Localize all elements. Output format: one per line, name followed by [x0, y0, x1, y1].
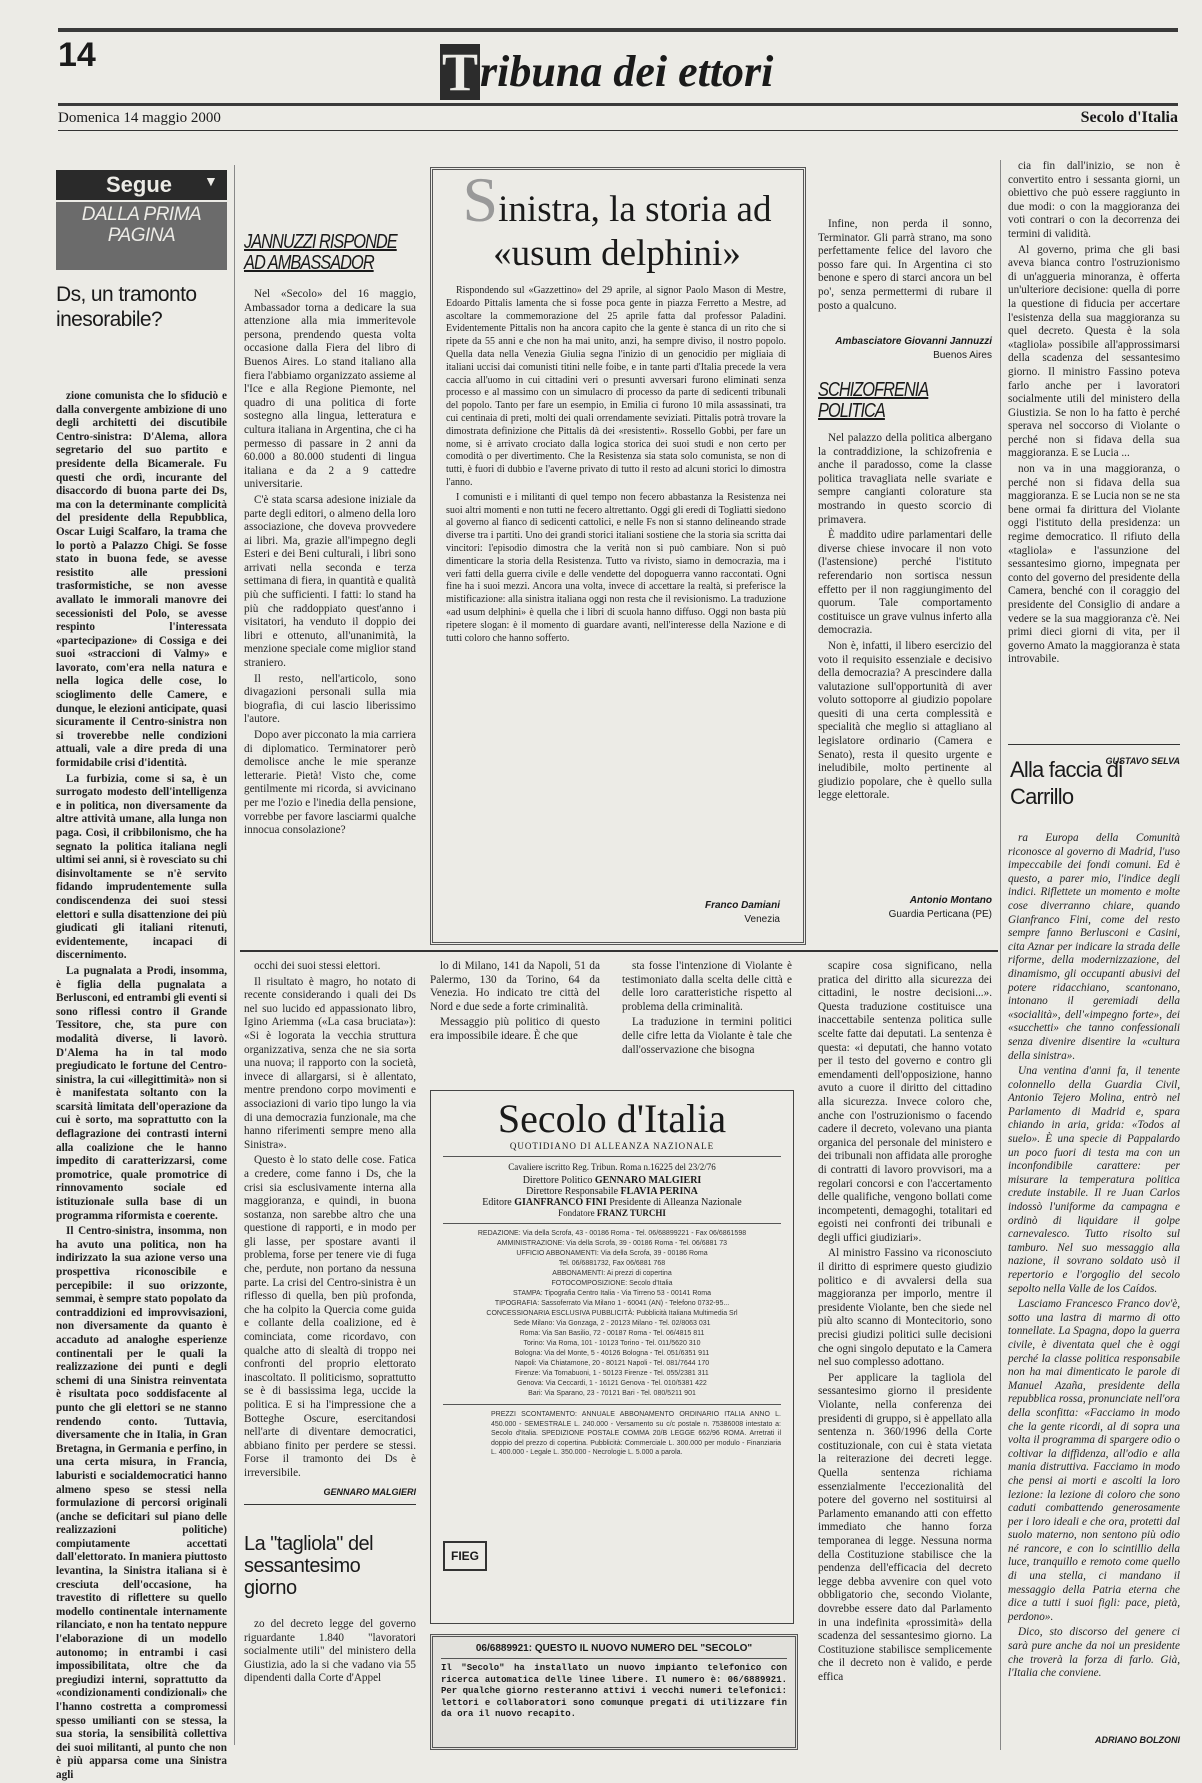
- fine-print-line: ABBONAMENTI: Ai prezzi di copertina: [552, 1270, 672, 1277]
- header-rule: [58, 103, 1178, 106]
- director-label: Direttore Politico: [522, 1175, 593, 1186]
- notice-box: [430, 1634, 798, 1750]
- sinistra-signature: Franco Damiani: [704, 900, 780, 911]
- paragraph: cia fin dall'inizio, se non è convertito entro i sessanta giorni, un obiettivo che può essere raggiunto in due modi: o con la maggioranza dei voti contrari o con la decorrenza dei termini di validità.: [1008, 160, 1180, 240]
- paragraph: Rispondendo sul «Gazzettino» del 29 aprile, al signor Paolo Mason di Mestre, Edoardo Pittalis lamenta che si fosse poca gente in piazza Ferretto a Mestre, ad ascoltare la commemorazione del 25 aprile fatta dal professor Paladini. Evidentemente Pittalis non ha ancora capito che la gente è stanca di un rito che si ripete da 55 anni e che non ha mai unito, anzi, ha sempre diviso, il nostro popolo. Quella data nella Venezia Giulia segna l'inizio di un genocidio per migliaia di italiani uccisi dai comunisti titini nelle foibe, e in tante parti d'Italia precede la vera caccia all'uomo in cui cittadini veri o presunti avversari furono eliminati senza processo e al massimo con un simulacro di processo da parte di sedicenti tribunali del popolo. Tanto per fare un esempio, in Emilia ci furono 10 mila assassinati, tra cui centinaia di preti, molti dei quali orrendamente seviziati. Pittalis potrà trovare la dimostrata definizione che Pittalis dà dei «resistenti». Rossello Gobbi, per fare un nome, si è arrivato crociato dalla logica storica dei suoi studi e non certo per comodità o per divertimento. Che la Resistenza sia stata solo comunista, se non di tutti, è fuori di dubbio e l'averne privato di tutto il resto ad alcuni storici lo dimostra l'anno.: [446, 285, 786, 488]
- notice-title: 06/6889921: QUESTO IL NUOVO NUMERO DEL "SECOLO": [441, 1643, 787, 1659]
- paragraph: Non è, infatti, il libero esercizio del voto il requisito essenziale e decisivo della democrazia? A prescindere dalla valutazione sull'opportunità di aver voluto sottoporre al giudizio popolare quesiti di una certa complessità e specialità che meglio si attagliano al legislatore ordinario (Camera e Senato), resta il quesito urgente e ineludibile, molto pertinente al giudizio popolare, che è quello sulla legge elettorale.: [818, 639, 992, 802]
- manager-label: Direttore Responsabile: [526, 1186, 619, 1197]
- paragraph: Dopo aver picconato la mia carriera di diplomatico. Terminatorer però demolisce anche le mie speranze letterarie. Pietà! Visto che, come gentilmente mi ricorda, si avvicinano per me l'ozio e l'inedia della pensione, vorrebbe per favore lasciarmi qualche innocua consolazione?: [244, 729, 416, 837]
- schizofrenia-signature: Antonio Montano: [909, 895, 992, 906]
- masthead-small: Secolo d'Italia: [1080, 109, 1178, 126]
- fine-print-line: Genova: Via Ceccardi, 1 - 16121 Genova - Tel. 010/5381 422: [517, 1380, 707, 1387]
- sinistra-headline: [452, 164, 782, 276]
- jannuzzi-headline: JANNUZZI RISPONDE AD AMBASSADOR: [244, 231, 397, 274]
- jannuzzi-location: Buenos Aires: [933, 350, 992, 361]
- fine-print-line: Bari: Via Sparano, 23 - 70121 Bari - Tel. 080/5211 901: [528, 1390, 696, 1397]
- masthead-manager-line: [431, 1186, 793, 1197]
- paragraph: scapire cosa significano, nella pratica del diritto alla sicurezza dei cittadini, le nostre decisioni...». Questa traduzione costituisce una inaccettabile sentenza politica sulle scelte fatte dai deputati. La sentenza è questa: «i deputati, che hanno votato per il testo del governo e contro gli emendamenti dell'opposizione, hanno avuto a cuore il diritto del cittadino alla sicurezza. Invece coloro che, anche con l'ostruzionismo o facendo cadere il decreto, volevano una pianta organica del personale del ministero e dei tribunali non affidata alle proroghe di contratti di lavoro provvisori, ma a regolari concorsi e con l'accertamento delle qualifiche, vengono bollati come incompetenti, demagoghi, totalitari ed egoisti nei confronti dei tribunali e degli uffici giudiziari».: [818, 960, 992, 1244]
- paragraph: Messaggio più politico di questo era impossibile ideare. È che que: [430, 1016, 600, 1042]
- paragraph: Lasciamo Francesco Franco dov'è, sotto una lastra di marmo di otto tonnellate. La Spagna, dopo la guerra civile, è diventata quel che è oggi perché la classe politica responsabile non ha mai dimenticato le parole di Manuel Azaña, presidente della repubblica rossa, pronunciate nell'ora della sconfitta: «Facciamo in modo che la gente ricordi, al di sopra una volta il programma di spargere odio o coltivar la diffidenza, all'odio e alla mania distruttiva. Facciamo in modo che pensi ai morti e ascolti la loro lezione: la lezione di coloro che sono caduti combattendo generosamente per i loro ideali e che ora, protetti dal suolo materno, non sentono più odio né rancore, e con lo scintillio della luce, tranquillo e remoto come quello di una stella, ci mandano il messaggio della Patria eterna che dice a tutti i suoi figli: pace, pietà, perdono».: [1008, 1298, 1180, 1623]
- right-top-body: [1008, 160, 1180, 755]
- right-bottom-body: [818, 960, 992, 1750]
- fine-print-line: TIPOGRAFIA: Sassoferrato Via Milano 1 - 60041 (AN) - Telefono 0732-95...: [494, 1300, 730, 1307]
- middle-column-a: [430, 960, 600, 1058]
- fine-print-line: STAMPA: Tipografia Centro Italia - Via Tirreno 53 - 00141 Roma: [512, 1290, 712, 1297]
- sinistra-body: [446, 285, 786, 833]
- section-title-initial-t: T: [442, 42, 479, 102]
- paragraph: Il Centro-sinistra, insomma, non ha avuto una politica, non ha indirizzato la sua azione verso una prospettiva riconoscibile e percepibile: il suo orizzonte, semmai, è sempre stato popolato da contraddizioni ed improvvisazioni, non diversamente da quanto è accaduto ad analoghe esperienze continentali per le quali la realizzazione dei punti e degli schemi di una Sinistra reinventata è risultata poco soddisfacente al punto che gli elettori se ne stanno rendendo conto. Tuttavia, diversamente che in Italia, in Gran Bretagna, in Germania e perfino, in una certa misura, in Francia, laburisti e socialdemocratici hanno almeno speso se stessi nella formulazione di percorsi originali (anche se deficitari sul piano delle realizzazioni politiche) compiutamente accettati dall'elettorato. In maniera piuttosto levantina, la Sinistra italiana si è cresciuta dell'occasione, ha travestito di riflettere su quello modello continentale internamente rilanciato, e non ha tentato neppure l'elaborazione di un modello autonomo; in entrambi i casi impossibilitata, oltre che da pregiudizi interni, soprattutto da «condizionamenti condizionali» che l'hanno costretta a compromessi spesso umilianti con se stessa, la sua storia, la sensibilità collettiva dei suoi militanti, al punto che non è più apparsa come una Sinistra agli: [56, 1225, 227, 1781]
- masthead-title: Secolo d'Italia: [497, 1096, 727, 1141]
- paragraph: C'è stata scarsa adesione iniziale da parte degli editori, o almeno della loro associazione, che doveva provvedere ai libri. Ma, grazie all'impegno degli Esteri e dei Beni culturali, i libri sono arrivati nella seconda e terza settimana di fiera, in quantità e qualità più che sufficienti. I fatti: lo stand ha più che raddoppiato quest'anno i visitatori, ha venduto il doppio dei libri e ottenuto, all'unanimità, la menzione speciale come miglior stand straniero.: [244, 493, 416, 670]
- fine-print-line: Torino: Via Roma, 101 - 10123 Torino - Tel. 011/5620 310: [523, 1340, 701, 1347]
- masthead-director-line: [431, 1175, 793, 1186]
- jannuzzi-body: [244, 288, 416, 920]
- fine-print-line: UFFICIO ABBONAMENTI: Via della Scrofa, 39 - 00186 Roma: [516, 1250, 708, 1257]
- fine-print-line: Firenze: Via Tornabuoni, 1 - 50123 Firenze - Tel. 055/2381 311: [515, 1370, 709, 1377]
- director-name: GENNARO MALGIERI: [594, 1175, 702, 1186]
- sinistra-headline-initial: S: [462, 164, 499, 235]
- segue-headline: Ds, un tramonto inesorabile?: [56, 283, 197, 331]
- publisher-label: Editore: [482, 1197, 512, 1208]
- tagliola-headline: La "tagliola" del sessantesimo giorno: [244, 1533, 374, 1599]
- issue-date: Domenica 14 maggio 2000: [58, 110, 221, 126]
- section-title-text: ribuna dei ettori: [480, 47, 774, 96]
- paragraph: zione comunista che lo sfiduciò e dalla convergente ambizione di uno degli architetti dei discutibile Centro-sinistra: D'Alema, allora segretario del suo partito e presidente della Bicamerale. Fu questi che ordì, incurante del disaccordo di buona parte dei Ds, ma con la determinante complicità del presidente della Repubblica, Oscar Luigi Scalfaro, la trama che lo portò a Palazzo Chigi. Se fosse stato in buona fede, se avesse resistito alle pressioni trasformistiche, se non avesse avallato le immorali manovre dei secessionisti del Polo, se avesse respinto l'interessata «partecipazione» di Cossiga e dei suoi «straccioni di Valmy» e lavorato, com'era nella natura e nella logica delle cose, lo scioglimento delle Camere, e dunque, le elezioni anticipate, quasi sicuramente il Centro-sinistra non si troverebbe nelle condizioni attuali, vale a dire preda di una formidabile crisi d'identità.: [56, 390, 227, 770]
- fine-print-line: Sede Milano: Via Gonzaga, 2 - 20123 Milano - Tel. 02/8063 031: [513, 1320, 711, 1327]
- page-number: 14: [58, 36, 96, 74]
- publisher-suffix: Presidente di Alleanza Nazionale: [609, 1197, 742, 1208]
- section-rule: [1008, 744, 1180, 745]
- segue-label: Segue: [106, 172, 173, 197]
- masthead-publisher-line: [431, 1197, 793, 1208]
- carrillo-headline: Alla faccia di Carrillo: [1010, 757, 1123, 809]
- fine-print-line: Napoli: Via Chiatamone, 20 - 80121 Napoli - Tel. 081/7644 170: [514, 1360, 710, 1367]
- notice-text: Il "Secolo" ha installato un nuovo impianto telefonico con ricerca automatica delle linee libere. Il numero è: 06/6889921. Per qualche giorno resteranno attivi i vecchi numeri telefonici: lettori e collaboratori sono comunque pregati di utilizzare fin da ora il nuovo recapito.: [441, 1663, 787, 1719]
- paragraph: Per applicare la tagliola del sessantesimo giorno il presidente Violante, nella conferenza dei presidenti di gruppo, si è appellato alla sentenza n. 360/1996 della Corte costituzionale, con cui è stata vietata la reiterazione dei decreti legge. Quella sentenza richiama essenzialmente l'eccezionalità del potere del governo nel sostituirsi al Parlamento emanando atti con effetto immediato che hanno forza temporanea di legge. Nessuna norma della Costituzione stabilisce che la pendenza dell'efficacia del decreto legge debba avvenire con quel voto obbligatorio che, secondo Violante, dovrebbe essere dato dal Parlamento in una indefinita «prossimità» della scadenza del sessantesimo giorno. La Costituzione stabilisce semplicemente che il decreto non è valido, e perde effica: [818, 1371, 992, 1683]
- column-divider: [1000, 160, 1001, 1750]
- paragraph: non va in una maggioranza, o perché non si fidava della sua maggioranza. E se Lucia non se ne sta bene ormai fa dirittura del Violante oggi l'istituto della presidenza: un regime democratico. Il rifiuto della «tagliola» e l'assunzione del sessantesimo giorno, impegnata per conto del governo del presidente della Camera, benché con il coraggio del presidente del Consiglio di andare a vedere se la sua maggioranza c'è. Nei primi dieci giorni di vita, per il governo Amato la maggioranza è stata introvabile.: [1008, 463, 1180, 666]
- right-top-signature: GUSTAVO SELVA: [1105, 756, 1180, 766]
- fine-print-line: REDAZIONE: Via della Scrofa, 43 - 00186 Roma - Tel. 06/68899221 - Fax 06/6861598: [477, 1230, 747, 1237]
- paragraph: Dico, sto discorso del genere ci sarà pure anche da noi un presidente che troverà la forza di farlo. Già, l'Italia che conviene.: [1008, 1626, 1180, 1680]
- paragraph: Il resto, nell'articolo, sono divagazioni personali sulla mia biografia, di cui lascio liberissimo l'autore.: [244, 672, 416, 726]
- publisher-name: GIANFRANCO FINI: [514, 1197, 607, 1208]
- paragraph: La pugnalata a Prodi, insomma, è figlia della pugnalata a Berlusconi, ed entrambi gli eventi si sono riflessi contro il Grande Tessitore, che, sta pure con modalità diverse, li lavorò. D'Alema ha in tal modo pregiudicato le fortune del Centro-sinistra, la cui «illegittimità» non si è manifestata soltanto con la scarsità limitata dell'operazione da cui è sorto, ma soprattutto con la deflagrazione dei contrasti interni alla coalizione che le hanno impedito di caratterizzarsi, come promotrice, quale promotrice di rinnovamento sociale ed istituzionale sulla base di un programma riformista e coerente.: [56, 964, 227, 1222]
- fine-print-line: CONCESSIONARIA ESCLUSIVA PUBBLICITÀ: Pubblicità Italiana Multimedia Srl: [486, 1310, 738, 1317]
- segue-signature: GENNARO MALGIERI: [323, 1487, 416, 1497]
- fieg-logo: FIEG: [443, 1541, 487, 1571]
- section-title: [440, 44, 773, 100]
- schizofrenia-body: [818, 432, 992, 852]
- segue-arrow-icon: ▼: [204, 175, 218, 190]
- manager-name: FLAVIA PERINA: [620, 1186, 698, 1197]
- masthead-registration: Cavaliere iscritto Reg. Tribun. Roma n.16225 del 23/2/76: [508, 1162, 716, 1172]
- paragraph: sta fosse l'intenzione di Violante è testimoniato dalla scelta delle città e delle loro caratteristiche rispetto al problema della criminalità.: [622, 960, 792, 1013]
- top-rule: [58, 28, 1178, 32]
- paragraph: Nel «Secolo» del 16 maggio, Ambassador torna a dedicare la sua attenzione alla mia immeritevole persona, prendendo questa volta occasione dalla Fiera del libro di Buenos Aires. Lo stand italiano alla fiera l'abbiamo organizzato assieme al l'Ice e alla Regione Piemonte, nel quadro di una politica di forte sostegno alla lingua, letteratura e cultura italiana in Argentina, che ci ha permesso di passare in 2 anni da 60.000 a 80.000 studenti di lingua italiana e da 2 a 9 cattedre universitarie.: [244, 288, 416, 491]
- sinistra-headline-text: inistra, la storia ad «usum delphini»: [493, 189, 772, 274]
- segue-subtitle-box: [56, 202, 227, 270]
- middle-column-b: [622, 960, 792, 1058]
- segue-subtitle: DALLA PRIMA PAGINA: [81, 204, 202, 246]
- fine-print-line: AMMINISTRAZIONE: Via della Scrofa, 39 - 00186 Roma - Tel. 06/6881 73: [496, 1240, 728, 1247]
- paragraph: La furbizia, come si sa, è un surrogato modesto dell'intelligenza e in politica, non diversamente da altre attività umane, alla lunga non paga. Così, il cribbilonismo, che ha segnato la politica italiana negli ultimi sei anni, si è rovesciato su chi disinvoltamente se n'è servito fidando imprudentemente sulla condiscendenza dei suoi stessi elettori e sulla disattenzione dei più giudicati gli italiani ritenuti, evidentemente, incapaci di discernimento.: [56, 772, 227, 962]
- masthead-subtitle: QUOTIDIANO DI ALLEANZA NAZIONALE: [509, 1141, 715, 1151]
- section-rule: [240, 950, 998, 952]
- paragraph: Una ventina d'anni fa, il tenente colonnello della Guardia Civil, Antonio Tejero Molina, entrò nel Parlamento di Madrid e, spara chiando in aria, grida: «Todos al suelo». È una specie di Pappalardo un poco fuori di testa ma con un inconfondibile carattere: per misurare la temperatura politica credute instabile. Il re Juan Carlos indossò l'uniforme da campagna e ordinò di liquidare il golpe carnevalesco. Tutto risolto sul tamburo. Nel suo messaggio alla nazione, il sovrano soldato usò il repertorio e l'orgoglio del secolo sepolto nella Valle de los Caídos.: [1008, 1065, 1180, 1295]
- carrillo-signature: ADRIANO BOLZONI: [1095, 1735, 1180, 1745]
- paragraph: lo di Milano, 141 da Napoli, 51 da Palermo, 130 da Torino, 64 da Venezia. Ho indicato tre città del Nord e due sede a forte criminalità.: [430, 960, 600, 1013]
- masthead-subscriptions: PREZZI SCONTAMENTO: ANNUALE ABBONAMENTO ORDINARIO ITALIA ANNO L. 450.000 - SEMESTRALE L. 240.000 - Versamento su c/c postale n. 75386008 intestato a: Secolo d'Italia. SPEDIZIONE POSTALE COMMA 20/B LEGGE 662/96 ROMA. Arretrati il doppio del prezzo di copertina. Pubblicità: Commerciale L. 300.000 per modulo - Finanziaria L. 400.000 - Legale L. 350.000 - Necrologie L. 5.000 a parola.: [491, 1411, 781, 1457]
- paragraph: È maddito udire parlamentari delle diverse chiese invocare il non voto (l'astensione) perché l'istituto referendario non sortisca nessun effetto per il non raggiungimento del quorum. Tale comportamento costituisce un grave vulnus inferto alla democrazia.: [818, 529, 992, 637]
- fine-print-line: Roma: Via San Basilio, 72 - 00187 Roma - Tel. 06/4815 811: [519, 1330, 705, 1337]
- sinistra-location: Venezia: [744, 914, 780, 925]
- segue-banner: [56, 170, 227, 200]
- jannuzzi-signature: Ambasciatore Giovanni Jannuzzi: [835, 336, 992, 347]
- section-rule: [244, 1504, 416, 1505]
- schizofrenia-headline: SCHIZOFRENIA POLITICA: [818, 379, 929, 422]
- jannuzzi-continued: [818, 218, 992, 330]
- column-divider: [234, 165, 235, 1745]
- paragraph: I comunisti e i militanti di quel tempo non fecero abbastanza la Resistenza nei suoi altri momenti e non tutti ne fecero altrettanto. Oggi gli eredi di Togliatti siedono al governo al fianco di sedicenti cattolici, e nelle Fs non si stanno delineando strade diverse tra i partiti. Uno dei grandi storici italiani sostiene che la storia sia scritta dai vincitori: l'episodio dimostra che la verità non si può cambiare. Non si può dimenticare la storia della Resistenza. Tutto va rivisto, siamo in democrazia, ma i veri fatti della guerra civile e delle vendette del dopoguerra vanno raccontati. Ogni fine ha i suoi mezzi. Ancora una volta, invece di accettare la realtà, si preferisce la mistificazione: alla sinistra italiana oggi non resta che il revisionismo. La traduzione «ad usum delphini» è quella che i libri di scuola hanno diffuso. Oggi non basta più ripetere slogan: è il momento di guardare avanti, nell'interesse della Nazione e di tutti coloro che hanno sofferto.: [446, 491, 786, 644]
- segue-continued: [244, 960, 416, 1480]
- founder-name: FRANZ TURCHI: [596, 1208, 666, 1218]
- fine-print-line: Bologna: Via del Monte, 5 - 40126 Bologna - Tel. 051/6351 911: [514, 1350, 710, 1357]
- tagliola-body: [244, 1618, 416, 1748]
- paragraph: Il risultato è magro, ho notato di recente considerando i quali dei Ds nel suo lucido ed appassionato libro, Igino Ariemma («La casa bruciata»): «Si è logorata la vecchia struttura organizzativa, senza che ne sia sorta una nuova; il rapporto con la società, invece di allargarsi, si è allentato, mentre prendono corpo movimenti e associazioni di vario tipo lungo la via di una democrazia funzionale, ma che hanno riferimenti sempre meno alla Sinistra».: [244, 975, 416, 1151]
- segue-body: [56, 390, 227, 1781]
- paragraph: Questo è lo stato delle cose. Fatica a credere, come fanno i Ds, che la crisi sia esclusivamente interna alla maggioranza, e quindi, in buona sostanza, non sarebbe altro che una questione di rapporti, e in modo per gli lasse, per spostare avanti il problema, forse per tenere vie di fuga che, perdute, non portano da nessuna parte. La crisi del Centro-sinistra è un riflesso di quella, ben più profonda, che ha colpito la Quercia come guida e collante della coalizione, ed è cominciata, come ricordavo, con qualche atto di slealtà di troppo nei confronti del proprio elettorato inascoltato. Il politicismo, soprattutto se è di bassissima lega, uccide la politica. E si ha l'impressione che a Botteghe Oscure, esercitandosi nell'arte di diventare democratici, abbiano finito per perdere se stessi. Forse il tramonto dei Ds è irreversibile.: [244, 1154, 416, 1479]
- paragraph: Al ministro Fassino va riconosciuto il diritto di esprimere questo giudizio politico e di avvalersi della sua maggioranza per imporlo, mentre il presidente Violante, ben che siede nel più alto scanno di Montecitorio, sono precisi giudizi politici sulle decisioni che ogni singolo deputato e la Camera nel suo complesso adottano.: [818, 1247, 992, 1369]
- schizofrenia-location: Guardia Perticana (PE): [888, 909, 992, 920]
- paragraph: zo del decreto legge del governo riguardante 1.840 "lavoratori socialmente utili" del ministero della Giustizia, ado la si che vadano via 55 dipendenti dalla Corte d'Appel: [244, 1618, 416, 1685]
- paragraph: occhi dei suoi stessi elettori.: [254, 960, 381, 972]
- carrillo-body: [1008, 832, 1180, 1732]
- date-rule: [58, 130, 1178, 131]
- paragraph: La traduzione in termini politici delle cifre letta da Violante è tale che dall'osservazione che bisogna: [622, 1016, 792, 1056]
- masthead-fine-print: [431, 1229, 793, 1399]
- paragraph: ra Europa della Comunità riconosce al governo di Madrid, l'uso impeccabile dei fondi comuni. Ed è questo, a parer mio, l'indice degli indici. Riflettete un momento e molte cose diverranno chiare, quando Gianfranco Fini, come del resto sempre fanno Berlusconi e Casini, cita Aznar per indicare la strada delle riforme, della modernizzazione, del dinamismo, gli occupanti abusivi del potere ridacchiano, scantonano, intonano il geremiadi della «socialità», dell'«impegno forte», dei «succhetti» che tanno confessionali senza divenire disentire la «cultura della sinistra».: [1008, 832, 1180, 1062]
- masthead-box: [430, 1090, 794, 1624]
- paragraph: Infine, non perda il sonno, Terminator. Gli parrà strano, ma sono perfettamente felice del lavoro che posso fare qui. In Argentina ci sto benone e spero di starci ancora un bel po', senza permettermi di rubare il posto a qualcuno.: [818, 218, 992, 312]
- paragraph: Nel palazzo della politica albergano la contraddizione, la schizofrenia e anche il paradosso, come la classe politica travagliata nelle svariate e sempre cangianti colorature sta mostrando in questo scorcio di primavera.: [818, 432, 992, 526]
- founder-label: Fondatore: [558, 1208, 595, 1218]
- paragraph: Al governo, prima che gli basi aveva bianca contro l'ostruzionismo di un'aggueria minoranza, è offerta un'ulteriore decisione: quella di porre la questione di fiducia per accertare l'esistenza della sua maggioranza su quel decreto. Questa è la sola «tagliola» possibile all'approssimarsi della scadenza del sessantesimo giorno. Il ministro Fassino poteva farlo anche per i lavoratori socialmente utili del ministero della Giustizia. Se non lo ha fatto è perché sperava nel soccorso di Violante o perché non si fidava della sua maggioranza. E se Lucia ...: [1008, 243, 1180, 460]
- fine-print-line: FOTOCOMPOSIZIONE: Secolo d'Italia: [551, 1280, 673, 1287]
- fine-print-line: Tel. 06/6881732, Fax 06/6881 768: [558, 1260, 666, 1267]
- masthead-founder-line: [431, 1208, 793, 1218]
